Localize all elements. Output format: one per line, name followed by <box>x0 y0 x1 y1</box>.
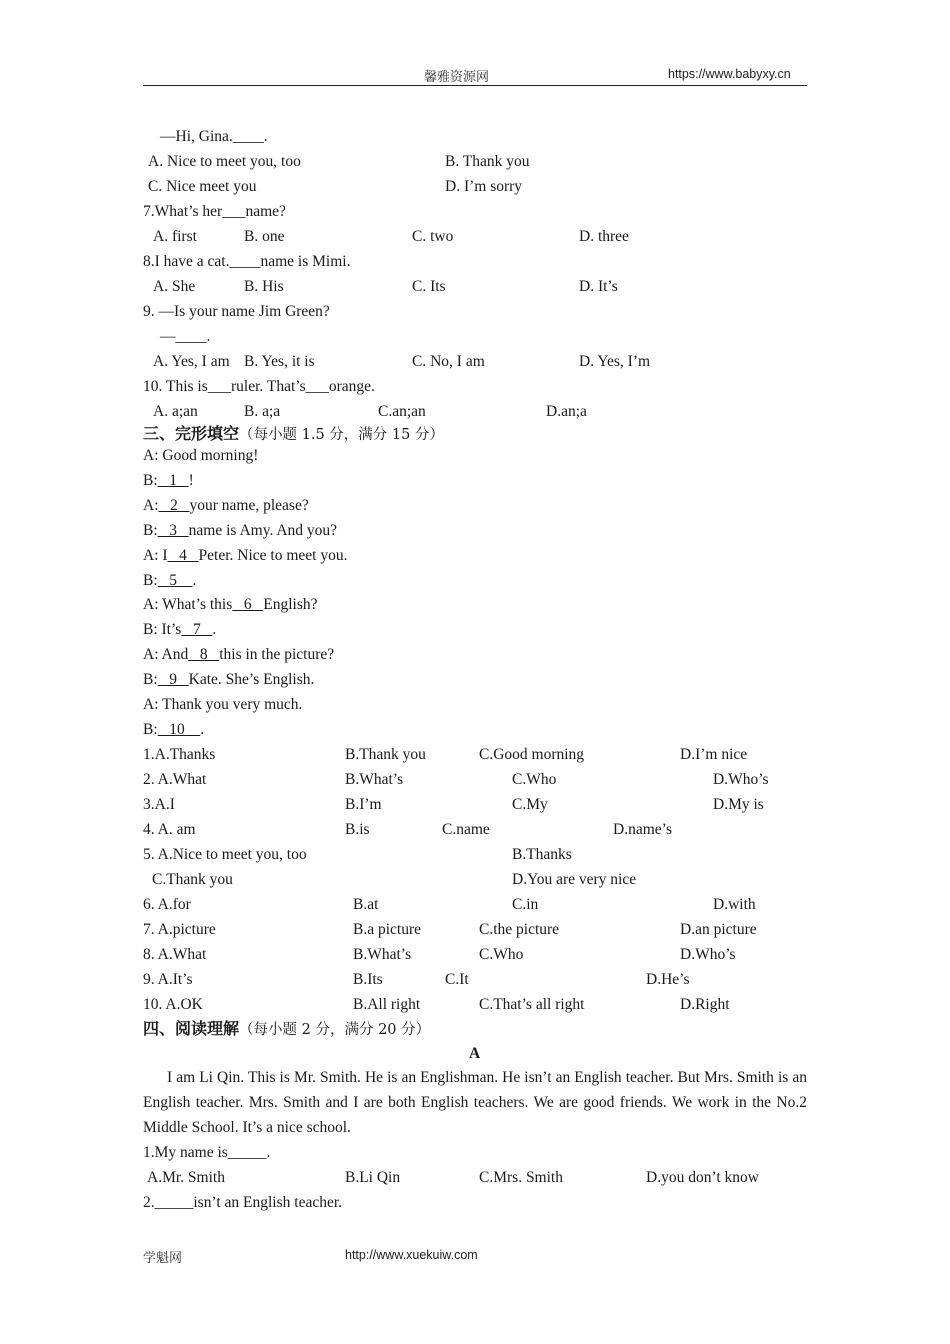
q10-option-b: B. a;a <box>244 403 281 420</box>
section-3-note: （每小题 1.5 分，满分 15 分） <box>239 427 444 443</box>
cloze-option: 1.A.Thanks <box>143 746 216 763</box>
cloze-option: D.You are very nice <box>512 871 637 888</box>
q6-option-c: C. Nice meet you <box>148 178 257 195</box>
cloze-option: B.at <box>353 896 379 913</box>
dialog-text: B: <box>143 521 158 539</box>
q7-option-b: B. one <box>244 228 285 245</box>
dialog-text: this in the picture? <box>219 646 335 664</box>
footer-site-name: 学魁网 <box>143 1250 183 1265</box>
dialog-text: A: Good morning! <box>143 447 259 464</box>
q9-option-b: B. Yes, it is <box>244 353 315 370</box>
dialog-text: A: <box>143 496 159 514</box>
dialog-text: English? <box>263 596 318 614</box>
cloze-option: D.I’m nice <box>680 746 748 763</box>
dialog-text: your name, please? <box>189 496 309 514</box>
q6-option-b: B. Thank you <box>445 153 530 170</box>
dialog-text: . <box>200 720 205 738</box>
cloze-dialog-line <box>143 645 334 665</box>
header-site-name: 馨雅资源网 <box>424 69 490 84</box>
q9-option-d: D. Yes, I’m <box>579 353 651 370</box>
cloze-dialog-line <box>143 496 309 516</box>
cloze-blank: 7 <box>181 621 213 639</box>
cloze-option: B.All right <box>353 996 421 1013</box>
cloze-option: D.with <box>713 896 756 913</box>
cloze-option: 10. A.OK <box>143 996 203 1013</box>
cloze-option: C.It <box>445 971 469 988</box>
q6-dialog-line: —Hi, Gina.____. <box>160 128 268 145</box>
q8-stem: 8.I have a cat.____name is Mimi. <box>143 253 351 270</box>
dialog-text: A: Thank you very much. <box>143 696 303 713</box>
dialog-text: ! <box>188 471 194 489</box>
dialog-text: A: What’s this <box>143 596 233 614</box>
cloze-blank: 8 <box>188 646 220 664</box>
reading-q1-option-b: B.Li Qin <box>345 1169 401 1186</box>
cloze-option: D.My is <box>713 796 764 813</box>
cloze-option: 3.A.I <box>143 796 175 813</box>
reading-q1-option-d: D.you don’t know <box>646 1169 759 1186</box>
dialog-text: A: And <box>143 646 189 664</box>
cloze-option: B.a picture <box>353 921 422 938</box>
section-4-title: 四、阅读理解 <box>143 1019 240 1038</box>
cloze-option: D.an picture <box>680 921 757 938</box>
cloze-option: 8. A.What <box>143 946 207 963</box>
q10-option-c: C.an;an <box>378 403 426 420</box>
dialog-text: name is Amy. And you? <box>188 521 338 539</box>
cloze-option: B.What’s <box>345 771 404 788</box>
cloze-option: D.name’s <box>613 821 672 838</box>
section-4-note: （每小题 2 分，满分 20 分） <box>239 1022 431 1038</box>
cloze-dialog-line <box>143 571 196 591</box>
cloze-blank: 10 <box>157 720 201 738</box>
cloze-option: 5. A.Nice to meet you, too <box>143 846 307 863</box>
dialog-text: Peter. Nice to meet you. <box>198 546 348 564</box>
q9-option-c: C. No, I am <box>412 353 485 370</box>
section-4-heading <box>143 1018 430 1041</box>
cloze-dialog-line <box>143 695 302 715</box>
cloze-blank: 2 <box>158 496 190 514</box>
cloze-option: B.Thanks <box>512 846 572 863</box>
cloze-dialog-line <box>143 670 314 690</box>
q6-option-d: D. I’m sorry <box>445 178 523 195</box>
q7-option-c: C. two <box>412 228 454 245</box>
cloze-option: 4. A. am <box>143 821 196 838</box>
cloze-dialog-line <box>143 471 194 491</box>
section-3-heading <box>143 423 444 446</box>
cloze-blank: 3 <box>157 521 189 539</box>
cloze-option: 7. A.picture <box>143 921 216 938</box>
cloze-option: C.That’s all right <box>479 996 585 1013</box>
cloze-option: 9. A.It’s <box>143 971 193 988</box>
cloze-dialog-line <box>143 446 258 466</box>
cloze-option: D.Who’s <box>713 771 769 788</box>
reading-q1-stem: 1.My name is_____. <box>143 1144 271 1161</box>
footer-url[interactable]: http://www.xuekuiw.com <box>345 1248 478 1262</box>
reading-q1-option-c: C.Mrs. Smith <box>479 1169 563 1186</box>
dialog-text: B: It’s <box>143 621 182 639</box>
q9-stem: 9. —Is your name Jim Green? <box>143 303 330 320</box>
cloze-dialog-line <box>143 521 337 541</box>
cloze-dialog-line <box>143 546 347 566</box>
q10-option-d: D.an;a <box>546 403 587 420</box>
cloze-option: B.Thank you <box>345 746 426 763</box>
cloze-option: C.Good morning <box>479 746 585 763</box>
cloze-option: C.Who <box>512 771 557 788</box>
cloze-option: D.Who’s <box>680 946 736 963</box>
cloze-dialog-line <box>143 620 216 640</box>
cloze-blank: 6 <box>232 596 264 614</box>
cloze-blank: 4 <box>167 546 199 564</box>
q10-option-a: A. a;an <box>153 403 198 420</box>
cloze-option: C.the picture <box>479 921 560 938</box>
q8-option-a: A. She <box>153 278 196 295</box>
cloze-blank: 9 <box>157 671 189 689</box>
section-3-title: 三、完形填空 <box>143 424 240 443</box>
dialog-text: B: <box>143 671 158 689</box>
cloze-option: D.He’s <box>646 971 690 988</box>
cloze-blank: 1 <box>157 471 189 489</box>
q8-option-c: C. Its <box>412 278 446 295</box>
dialog-text: . <box>212 621 217 639</box>
dialog-text: . <box>192 571 197 589</box>
header-divider <box>143 85 807 86</box>
reading-q2-stem: 2._____isn’t an English teacher. <box>143 1194 343 1211</box>
cloze-blank: 5 <box>157 571 193 589</box>
cloze-option: C.name <box>442 821 490 838</box>
q9-reply: —____. <box>160 328 211 345</box>
cloze-option: B.Its <box>353 971 383 988</box>
cloze-option: 2. A.What <box>143 771 207 788</box>
cloze-dialog-line <box>143 720 204 740</box>
dialog-text: B: <box>143 720 158 738</box>
cloze-option: B.What’s <box>353 946 412 963</box>
dialog-text: A: I <box>143 546 168 564</box>
cloze-option: C.in <box>512 896 539 913</box>
passage-label: A <box>469 1045 481 1062</box>
reading-passage: I am Li Qin. This is Mr. Smith. He is an Englishman. He isn’t an English teacher. But Mrs. Smith is an English teacher. Mrs. Smith and I are both English teachers. We are good friends. We work in the No.2 Middle School. It’s a nice school. <box>143 1069 807 1136</box>
reading-q1-option-a: A.Mr. Smith <box>147 1169 225 1186</box>
dialog-text: B: <box>143 471 158 489</box>
dialog-text: Kate. She’s English. <box>188 671 315 689</box>
q9-option-a: A. Yes, I am <box>153 353 230 370</box>
cloze-option: C.My <box>512 796 548 813</box>
cloze-dialog-line <box>143 595 318 615</box>
cloze-option: 6. A.for <box>143 896 191 913</box>
q7-stem: 7.What’s her___name? <box>143 203 286 220</box>
dialog-text: B: <box>143 571 158 589</box>
cloze-option: D.Right <box>680 996 730 1013</box>
cloze-option: C.Thank you <box>152 871 233 888</box>
cloze-option: C.Who <box>479 946 524 963</box>
q10-stem: 10. This is___ruler. That’s___orange. <box>143 378 375 395</box>
cloze-option: B.is <box>345 821 370 838</box>
q8-option-b: B. His <box>244 278 284 295</box>
cloze-option: B.I’m <box>345 796 382 813</box>
q7-option-d: D. three <box>579 228 629 245</box>
header-url[interactable]: https://www.babyxy.cn <box>668 67 791 81</box>
q8-option-d: D. It’s <box>579 278 618 295</box>
q7-option-a: A. first <box>153 228 197 245</box>
q6-option-a: A. Nice to meet you, too <box>148 153 301 170</box>
